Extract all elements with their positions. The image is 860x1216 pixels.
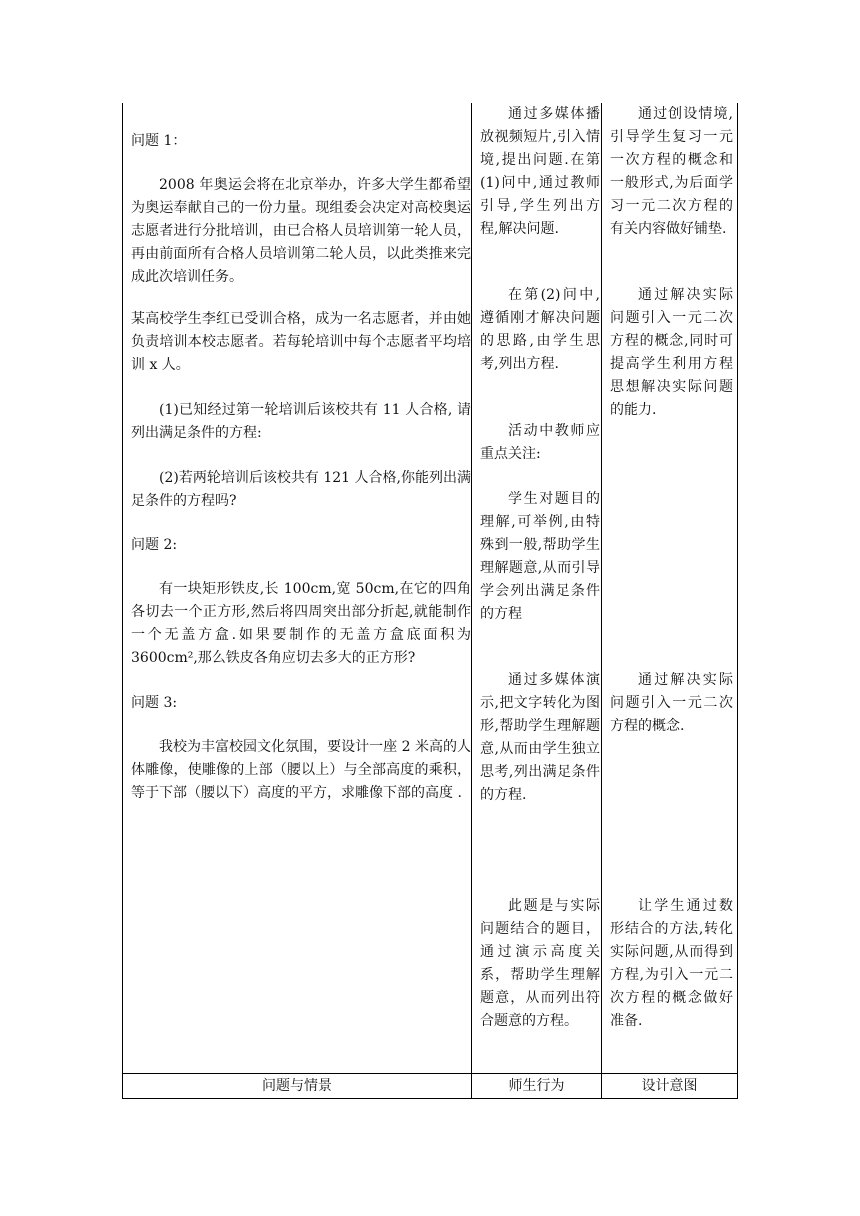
problem-1-question-2: (2)若两轮培训后该校共有 121 人合格,你能列出满足条件的方程吗? [131,470,471,509]
problem-3-text: 我校为丰富校园文化氛围，要设计一座 2 米高的人体雕像，使雕像的上部（腰以上）与全部高度的乘积，等于下部（腰以下）高度的平方，求雕像下部的高度 . [131,739,471,801]
footer-row-divider [123,1073,737,1074]
teacher-note-4: 学生对题目的理解,可举例,由特殊到一般,帮助学生理解题意,从而引导学会列出满足条件的方程 [480,491,600,622]
problem-3-title: 问题 3: [131,695,178,711]
problem-1-question-1: (1)已知经过第一轮培训后该校共有 11 人合格, 请列出满足条件的方程: [131,402,471,441]
intent-note-3: 通过解决实际问题引入一元二次方程的概念. [610,672,733,734]
teacher-note-1: 通过多媒体播放视频短片,引入情境,提出问题.在第(1)问中,通过教师引导,学生列出方程,解决问题. [480,106,600,237]
intent-note-1: 通过创设情境,引导学生复习一元一次方程的概念和一般形式,为后面学习一元二次方程的有关内容做好铺垫. [610,106,733,237]
problem-1-setup: 某高校学生李红已受训合格，成为一名志愿者，并由她负责培训本校志愿者。若每轮培训中每个志愿者平均培训 x 人。 [131,311,471,373]
problem-2-text: 有一块矩形铁皮,长 100cm,宽 50cm,在它的四角各切去一个正方形,然后将四周突出部分折起,就能制作一个无盖方盒.如果要制作的无盖方盒底面积为 3600cm²,那么铁皮各角应切去多大的正方形? [131,581,471,666]
column-divider-2 [601,103,602,1098]
intent-note-2: 通过解决实际问题引入一元二次方程的概念,同时可提高学生利用方程思想解决实际问题的能力. [610,287,733,418]
lesson-table [122,103,738,1099]
problem-1-scenario: 2008 年奥运会将在北京举办，许多大学生都希望为奥运奉献自己的一份力量。现组委会决定对高校奥运志愿者进行分批培训，由已合格人员培训第一轮人员，再由前面所有合格人员培训第二轮人员，以此类推来完成此次培训任务。 [131,177,471,285]
teacher-note-6: 此题是与实际问题结合的题目，通过演示高度关系，帮助学生理解题意，从而列出符合题意的方程。 [480,898,600,1029]
footer-header-behavior: 师生行为 [508,1078,565,1094]
footer-header-intent: 设计意图 [641,1078,698,1094]
teacher-note-3: 活动中教师应重点关注: [480,423,600,462]
problem-2-title: 问题 2: [131,537,178,553]
intent-note-4: 让学生通过数形结合的方法,转化实际问题,从而得到方程,为引入一元二次方程的概念做好准备. [610,898,733,1029]
teacher-note-5: 通过多媒体演示,把文字转化为图形,帮助学生理解题意,从而由学生独立思考,列出满足条件的方程. [480,672,600,803]
footer-header-problem: 问题与情景 [262,1078,332,1094]
column-divider-1 [471,103,472,1098]
problem-1-title: 问题 1： [131,133,187,149]
teacher-note-2: 在第(2)问中,遵循刚才解决问题的思路,由学生思考,列出方程. [480,287,600,372]
